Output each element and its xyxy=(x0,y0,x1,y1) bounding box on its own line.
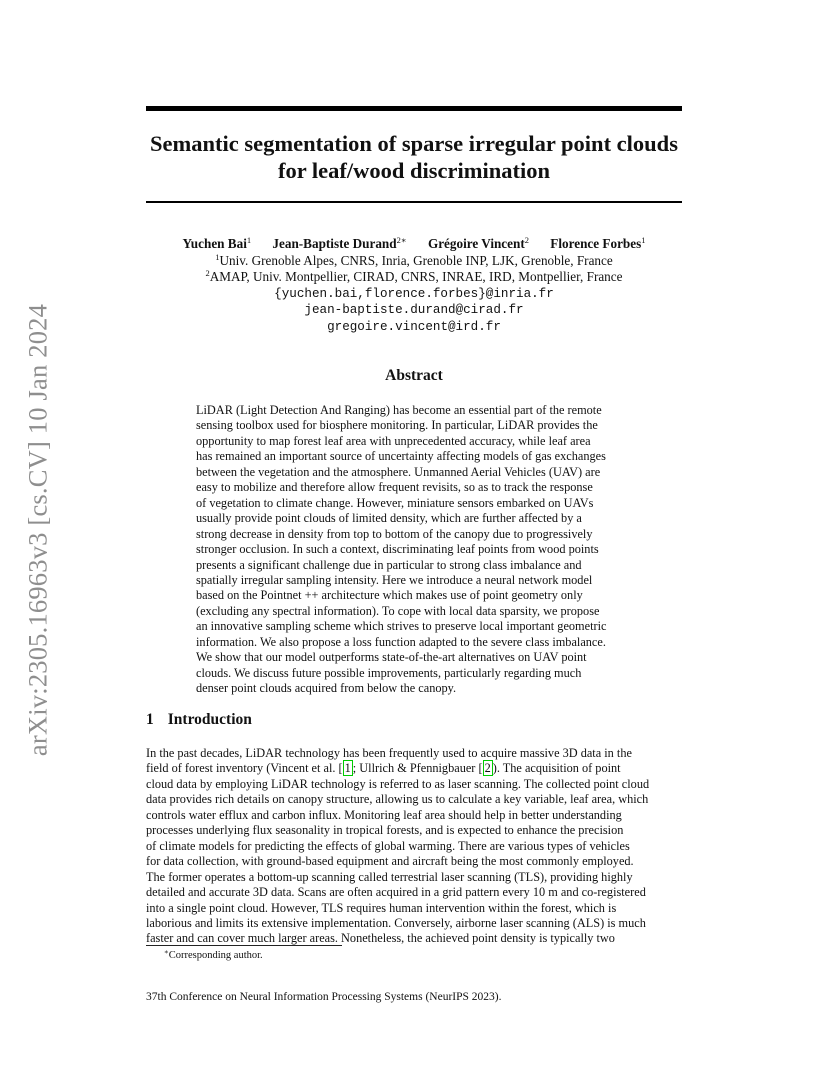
abstract-line: (excluding any spectral information). To cope with local data sparsity, we propose xyxy=(196,603,600,618)
intro-line: laborious and limits its extensive implementation. Conversely, airborne laser scanning (ALS) is much xyxy=(146,915,646,930)
title-line-1: Semantic segmentation of sparse irregular point clouds xyxy=(150,131,678,156)
author-1: Yuchen Bai$^1$ xyxy=(182,235,252,251)
intro-line: of climate models for predicting the effects of global warming. There are various types of vehicles xyxy=(146,838,630,853)
intro-line: into a single point cloud. However, TLS requires human intervention within the forest, which is xyxy=(146,900,617,915)
author-names xyxy=(146,236,682,253)
abstract-line: spatially irregular sampling intensity. Here we introduce a neural network model xyxy=(196,572,593,587)
abstract-line: usually provide point clouds of limited density, which are further affected by a xyxy=(196,511,582,526)
intro-line: faster and can cover much larger areas. Nonetheless, the achieved point density is typically two xyxy=(146,931,615,946)
abstract-line: has remained an important source of uncertainty affecting models of gas exchanges xyxy=(196,449,606,464)
citation-link-1[interactable]: 1 xyxy=(344,761,351,776)
author-block xyxy=(146,236,682,335)
intro-line: In the past decades, LiDAR technology has been frequently used to acquire massive 3D data in the xyxy=(146,746,632,760)
arxiv-identifier-stamp xyxy=(22,300,54,760)
intro-line: detailed and accurate 3D data. Scans are often acquired in a grid pattern every 10 m and co-registered xyxy=(146,885,646,900)
section-number: 1 xyxy=(146,711,154,728)
author-4: Florence Forbes$^1$ xyxy=(550,235,646,251)
abstract-line: stronger occlusion. In such a context, discriminating leaf points from wood points xyxy=(196,542,599,557)
conference-note: 37th Conference on Neural Information Processing Systems (NeurIPS 2023). xyxy=(146,991,502,1003)
abstract-line: between the vegetation and the atmosphere. Unmanned Aerial Vehicles (UAV) are xyxy=(196,464,601,479)
author-2: Jean-Baptiste Durand$^{2∗}$ xyxy=(272,235,407,251)
title-bottom-rule xyxy=(146,201,682,203)
affiliation-2: $^2$AMAP, Univ. Montpellier, CIRAD, CNRS, INRAE, IRD, Montpellier, France xyxy=(205,268,623,284)
arxiv-identifier-text: arXiv:2305.16963v3 [cs.CV] 10 Jan 2024 xyxy=(22,303,53,757)
email-2[interactable]: jean-baptiste.durand@cirad.fr xyxy=(304,303,524,317)
email-1[interactable]: {yuchen.bai,florence.forbes}@inria.fr xyxy=(274,286,554,301)
abstract-line: of vegetation to climate change. However, miniature sensors embarked on UAVs xyxy=(196,495,594,510)
abstract-body xyxy=(196,403,633,697)
intro-line: controls water efflux and carbon influx. Monitoring leaf area should help in better understanding xyxy=(146,807,622,822)
footnote: ∗Corresponding author. xyxy=(164,948,263,961)
title-line-2: for leaf/wood discrimination xyxy=(277,158,551,183)
abstract-line: denser point clouds acquired from below the canopy. xyxy=(196,681,457,696)
affiliation-1: $^1$Univ. Grenoble Alpes, CNRS, Inria, Grenoble INP, LJK, Grenoble, France xyxy=(215,251,613,268)
intro-line: processes underlying flux seasonality in tropical forests, and is expected to enhance the precision xyxy=(146,823,624,838)
abstract-heading: Abstract xyxy=(385,367,443,384)
citation-link-2[interactable]: 2 xyxy=(484,761,491,776)
intro-line: The former operates a bottom-up scanning called terrestrial laser scanning (TLS), providing highly xyxy=(146,869,633,884)
abstract-line: easy to mobilize and therefore allow frequent revisits, so as to track the response xyxy=(196,480,593,495)
abstract-line: LiDAR (Light Detection And Ranging) has become an essential part of the remote xyxy=(196,403,602,417)
paper-title xyxy=(146,130,682,184)
footnote-rule xyxy=(146,945,342,946)
abstract-line: information. We also propose a loss function adapted to the severe class imbalance. xyxy=(196,634,606,649)
abstract-line: We show that our model outperforms state-of-the-art alternatives on UAV point xyxy=(196,650,587,665)
abstract-line: sensing toolbox used for biosphere monitoring. In particular, LiDAR provides the xyxy=(196,418,598,433)
abstract-line: presents a significant challenge due in particular to strong class imbalance and xyxy=(196,557,582,572)
section-heading-introduction xyxy=(146,711,252,729)
email-3[interactable]: gregoire.vincent@ird.fr xyxy=(327,319,501,334)
introduction-body xyxy=(146,746,683,947)
author-3: Grégoire Vincent$^2$ xyxy=(427,235,529,251)
title-top-rule xyxy=(146,106,682,111)
section-title: Introduction xyxy=(167,711,252,728)
abstract-line: opportunity to map forest leaf area with unprecedented accuracy, while leaf area xyxy=(196,433,591,448)
abstract-line: clouds. We discuss future possible improvements, particularly regarding much xyxy=(196,665,582,680)
abstract-line: based on the Pointnet ++ architecture which makes use of point geometry only xyxy=(196,588,583,603)
intro-line: for data collection, with ground-based equipment and aircraft being the most commonly employed. xyxy=(146,854,634,869)
abstract-line: an innovative sampling scheme which strives to preserve local important geometric xyxy=(196,619,607,634)
abstract-line: strong decrease in density from top to bottom of the canopy due to progressively xyxy=(196,526,593,541)
intro-line: field of forest inventory (Vincent et al. [ 1 ; Ullrich & Pfennigbauer [ 2 ). The acquisition of point xyxy=(146,761,621,776)
intro-line: cloud data by employing LiDAR technology is referred to as laser scanning. The collected point cloud xyxy=(146,776,650,791)
intro-line: data provides rich details on canopy structure, allowing us to calculate a key variable, leaf area, which xyxy=(146,792,649,807)
